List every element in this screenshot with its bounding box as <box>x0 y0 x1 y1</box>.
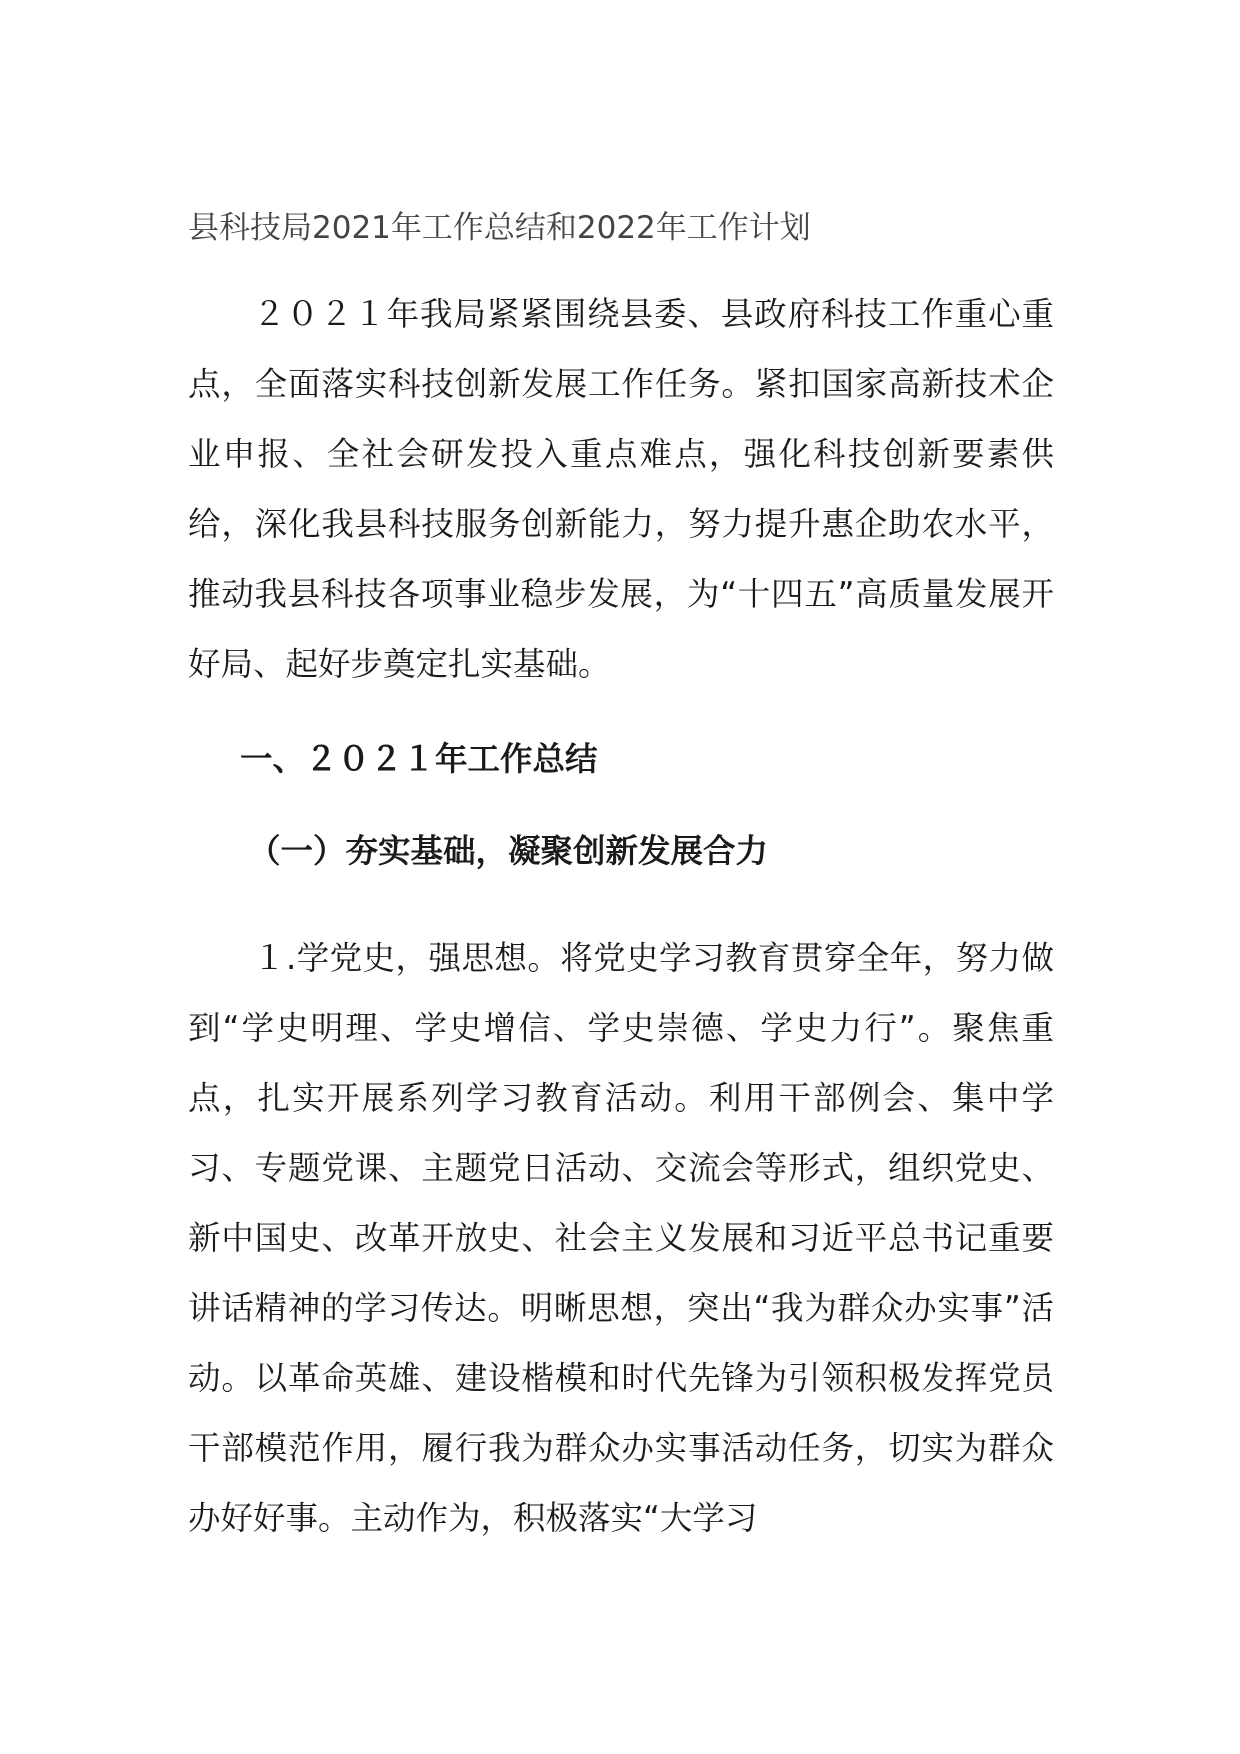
body-paragraph: １.学党史，强思想。将党史学习教育贯穿全年，努力做到“学史明理、学史增信、学史崇德、学史力行”。聚焦重点，扎实开展系列学习教育活动。利用干部例会、集中学习、专题党课、主题党日活动、交流会等形式，组织党史、新中国史、改革开放史、社会主义发展和习近平总书记重要讲话精神的学习传达。明晰思想，突出“我为群众办实事”活动。以革命英雄、建设楷模和时代先锋为引领积极发挥党员干部模范作用，履行我为群众办实事活动任务，切实为群众办好好事。主动作为，积极落实“大学习 <box>188 939 1054 1537</box>
document-title: 县科技局2021年工作总结和2022年工作计划 <box>188 210 811 246</box>
intro-paragraph: ２０２１年我局紧紧围绕县委、县政府科技工作重心重点，全面落实科技创新发展工作任务。紧扣国家高新技术企业申报、全社会研发投入重点难点，强化科技创新要素供给，深化我县科技服务创新能力，努力提升惠企助农水平，推动我县科技各项事业稳步发展，为“十四五”高质量发展开好局、起好步奠定扎实基础。 <box>188 295 1054 683</box>
section-heading: 一、２０２１年工作总结 <box>240 740 598 778</box>
subsection-heading: （一）夯实基础，凝聚创新发展合力 <box>248 832 769 870</box>
